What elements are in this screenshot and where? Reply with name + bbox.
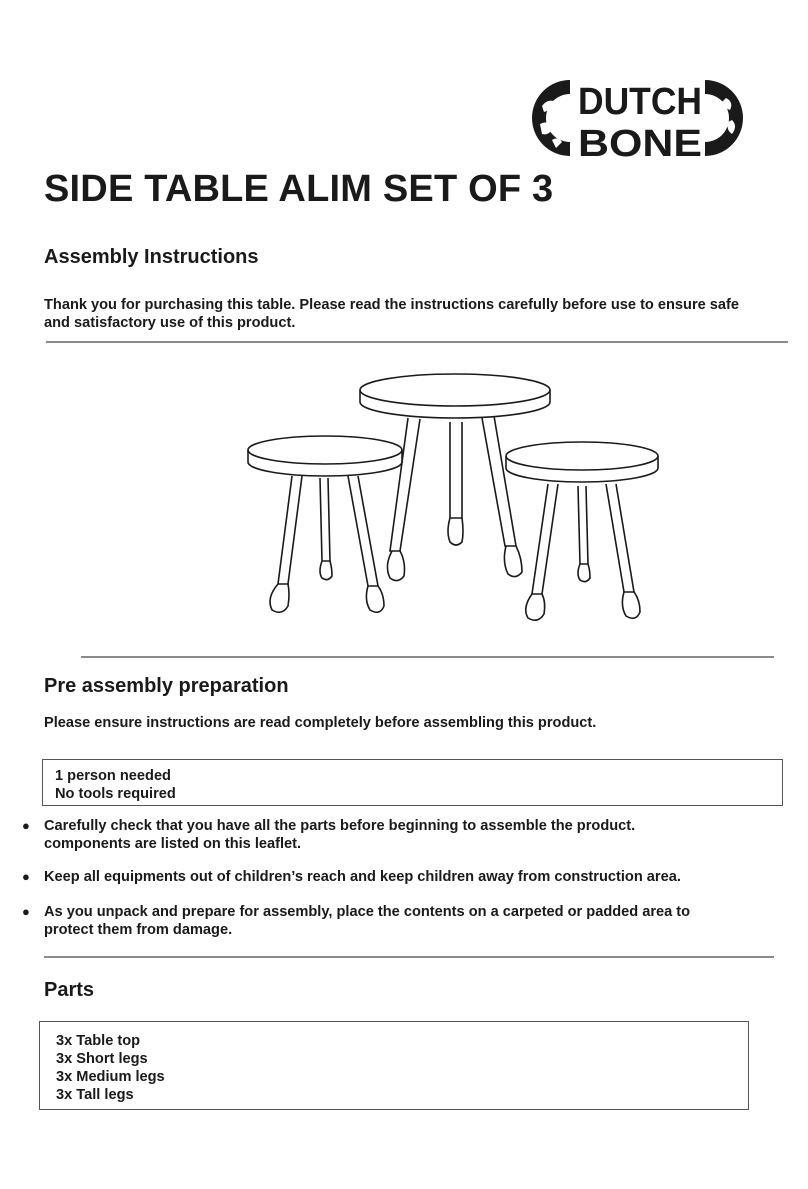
bullet-item	[22, 868, 792, 886]
bullet-line: components are listed on this leaflet.	[44, 836, 302, 852]
bullet-dot: ●	[22, 818, 30, 833]
bullet-line: As you unpack and prepare for assembly, place the contents on a carpeted or padded area to	[44, 904, 691, 920]
bullet-dot: ●	[22, 904, 30, 919]
requirement-item: No tools required	[55, 786, 176, 802]
intro-paragraph	[44, 296, 739, 332]
part-item: 3x Short legs	[56, 1051, 148, 1067]
page-title: SIDE TABLE ALIM SET OF 3	[44, 168, 554, 210]
part-item: 3x Tall legs	[56, 1087, 134, 1103]
bullet-item	[22, 817, 792, 853]
bullet-line: protect them from damage.	[44, 922, 233, 938]
brand-line-2: BONE	[578, 123, 702, 160]
brand-line-1: DUTCH	[578, 81, 702, 123]
three-side-tables-illustration	[240, 366, 670, 628]
globe-icon	[532, 80, 570, 156]
part-item: 3x Table top	[56, 1033, 141, 1049]
parts-heading: Parts	[44, 979, 95, 1001]
short-table-right-drawing	[506, 442, 658, 620]
requirement-item: 1 person needed	[55, 768, 171, 784]
requirements-box	[42, 759, 783, 806]
divider	[46, 341, 788, 343]
pre-assembly-heading: Pre assembly preparation	[44, 675, 289, 697]
divider	[44, 956, 774, 958]
parts-box	[39, 1021, 749, 1110]
bullet-line: Carefully check that you have all the parts before beginning to assemble the product.	[44, 818, 636, 834]
short-table-left-drawing	[248, 436, 402, 612]
part-item: 3x Medium legs	[56, 1069, 165, 1085]
intro-line: and satisfactory use of this product.	[44, 315, 296, 331]
bullet-line: Keep all equipments out of children’s reach and keep children away from construction area.	[44, 869, 681, 885]
bullet-dot: ●	[22, 869, 30, 884]
pre-assembly-note: Please ensure instructions are read completely before assembling this product.	[44, 715, 597, 731]
dutch-bone-logo	[530, 76, 745, 160]
globe-right-icon	[705, 80, 743, 156]
intro-line: Thank you for purchasing this table. Please read the instructions carefully before use to ensure safe	[44, 297, 740, 313]
assembly-heading: Assembly Instructions	[44, 246, 259, 268]
bullet-item	[22, 903, 792, 939]
divider	[81, 656, 774, 658]
